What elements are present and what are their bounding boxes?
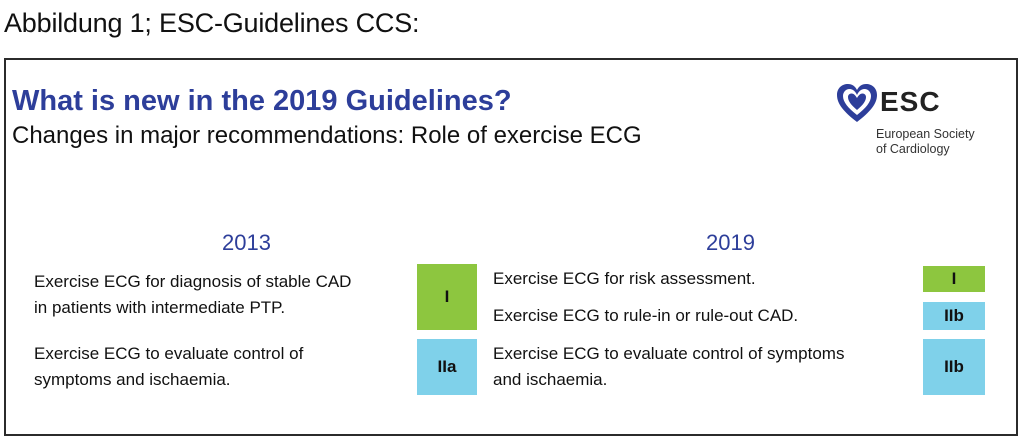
year-heading-2019: 2019 (706, 230, 755, 255)
recommendation-line: and ischaemia. (493, 370, 608, 389)
esc-logo (832, 82, 992, 162)
figure-caption: Abbildung 1; ESC-Guidelines CCS: (4, 8, 420, 38)
recommendation-2013-1 (34, 269, 351, 321)
class-badge-2013-1: I (417, 264, 477, 330)
class-badge-2013-2: IIa (417, 339, 477, 395)
recommendation-line: in patients with intermediate PTP. (34, 298, 286, 317)
recommendation-line: Exercise ECG for risk assessment. (493, 269, 756, 288)
logo-name-line1: European Society (876, 127, 975, 141)
recommendation-line: Exercise ECG to evaluate control of (34, 344, 304, 363)
class-badge-2019-2: IIb (923, 302, 985, 330)
recommendation-2013-2 (34, 341, 303, 393)
recommendation-line: symptoms and ischaemia. (34, 370, 231, 389)
recommendation-2019-3 (493, 341, 844, 393)
logo-name-line2: of Cardiology (876, 142, 950, 156)
logo-abbreviation: ESC (880, 86, 941, 117)
slide-title: What is new in the 2019 Guidelines? (12, 85, 512, 117)
slide-panel (4, 58, 1018, 436)
class-badge-2019-3: IIb (923, 339, 985, 395)
recommendation-line: Exercise ECG to evaluate control of symptoms (493, 344, 845, 363)
recommendation-line: Exercise ECG for diagnosis of stable CAD (34, 272, 352, 291)
recommendation-2019-2 (493, 303, 798, 329)
slide-subtitle: Changes in major recommendations: Role of exercise ECG (12, 122, 642, 149)
class-badge-2019-1: I (923, 266, 985, 292)
heart-icon (834, 82, 880, 124)
recommendation-line: Exercise ECG to rule-in or rule-out CAD. (493, 306, 799, 325)
year-heading-2013: 2013 (222, 230, 271, 255)
recommendation-2019-1 (493, 266, 756, 292)
logo-organization-name (876, 127, 975, 157)
